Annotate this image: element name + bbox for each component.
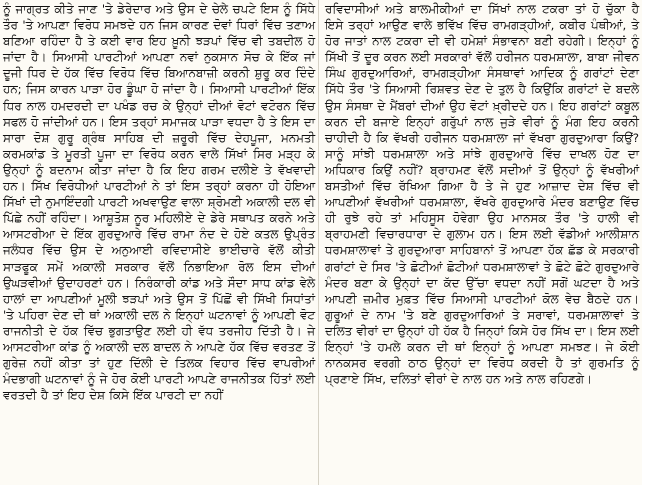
article-column-left	[0, 0, 319, 485]
column-text-right: ਰਵਿਦਾਸੀਆਂ ਅਤੇ ਬਾਲਮੀਕੀਆਂ ਦਾ ਸਿੱਖਾਂ ਨਾਲ ਟਕਰਾ ਤਾਂ ਹੋ ਚੁੱਕਾ ਹੈ ਇਸੇ ਤਰ੍ਹਾਂ ਆਉਣ ਵਾਲੇ ਭਵਿੱਖ ਵਿੱਚ ਰਾਮਗੜ੍ਹੀਆਂ, ਕਬੀਰ ਪੰਥੀਆਂ, ਤੇ ਹੋਰ ਜਾਤਾਂ ਨਾਲ ਟਕਰਾ ਦੀ ਵੀ ਹਮੇਸ਼ਾਂ ਸੰਭਾਵਨਾ ਬਣੀ ਰਹੇਗੀ। ਇਨ੍ਹਾਂ ਨੂੰ ਸਿੱਖੀ ਤੋਂ ਦੂਰ ਕਰਨ ਲਈ ਸਰਕਾਰਾਂ ਵੱਲੋਂ ਹਰੀਜਨ ਧਰਮਸ਼ਾਲਾ, ਬਾਬਾ ਜੀਵਨ ਸਿੰਘ ਗੁਰਦੁਆਰਿਆਂ, ਰਾਮਗੜ੍ਹੀਆ ਸੰਸਥਾਵਾਂ ਆਦਿਕ ਨੂੰ ਗਰਾਂਟਾਂ ਦੇਣਾ ਸਿੱਧੇ ਤੌਰ 'ਤੇ ਸਿਆਸੀ ਰਿਸ਼ਵਤ ਦੇਣ ਦੇ ਤੁਲ ਹੈ ਕਿਉਂਕਿ ਗਰਾਂਟਾਂ ਦੇ ਬਦਲੇ ਉਸ ਸੰਸਥਾ ਦੇ ਮੈਂਬਰਾਂ ਦੀਆਂ ਉਹ ਵੋਟਾਂ ਖ਼੍ਰੀਦਦੇ ਹਨ। ਇਹ ਗਰਾਂਟਾਂ ਕਬੂਲ ਕਰਨ ਦੀ ਬਜਾਏ ਇਨ੍ਹਾਂ ਗਰੁੱਪਾਂ ਨਾਲ ਜੁੜੇ ਵੀਰਾਂ ਨੂੰ ਮੰਗ ਇਹ ਕਰਨੀ ਚਾਹੀਦੀ ਹੈ ਕਿ ਵੱਖਰੀ ਹਰੀਜਨ ਧਰਮਸ਼ਾਲਾ ਜਾਂ ਵੱਖਰਾ ਗੁਰਦੁਆਰਾ ਕਿਉਂ? ਸਾਨੂੰ ਸਾਂਝੀ ਧਰਮਸ਼ਾਲਾ ਅਤੇ ਸਾਂਝੇ ਗੁਰਦੁਆਰੇ ਵਿੱਚ ਦਾਖਲ ਹੋਣ ਦਾ ਅਧਿਕਾਰ ਕਿਉਂ ਨਹੀਂ? ਬ੍ਰਾਹਮਣ ਵੱਲੋਂ ਸਦੀਆਂ ਤੋਂ ਉਨ੍ਹਾਂ ਨੂੰ ਵੱਖਰੀਆਂ ਬਸਤੀਆਂ ਵਿੱਚ ਰੱਖਿਆ ਗਿਆ ਹੈ ਤੇ ਜੇ ਹੁਣ ਆਜ਼ਾਦ ਦੇਸ਼ ਵਿੱਚ ਵੀ ਆਪਣੀਆਂ ਵੱਖਰੀਆਂ ਧਰਮਸ਼ਾਲਾ, ਵੱਖਰੇ ਗੁਰਦੁਆਰੇ ਮੰਦਰ ਬਣਾਉਣ ਵਿੱਚ ਹੀ ਰੁਝੇ ਰਹੇ ਤਾਂ ਮਹਿਸੂਸ ਹੋਵੇਗਾ ਉਹ ਮਾਨਸਕ ਤੌਰ 'ਤੇ ਹਾਲੀ ਵੀ ਬ੍ਰਾਹਮਣੀ ਵਿਚਾਰਧਾਰਾ ਦੇ ਗੁਲਾਮ ਹਨ। ਇਸ ਲਈ ਵੱਡੀਆਂ ਆਲੀਸ਼ਾਨ ਧਰਮਸ਼ਾਲਾਵਾਂ ਤੇ ਗੁਰਦੁਆਰਾ ਸਾਹਿਬਾਨਾਂ ਤੋਂ ਆਪਣਾ ਹੱਕ ਛੱਡ ਕੇ ਸਰਕਾਰੀ ਗਰਾਂਟਾਂ ਦੇ ਸਿਰ 'ਤੇ ਛੋਟੀਆਂ ਛੋਟੀਆਂ ਧਰਮਸ਼ਾਲਾਵਾਂ ਤੇ ਛੋਟੇ ਛੋਟੇ ਗੁਰਦੁਆਰੇ ਮੰਦਰ ਬਣਾ ਕੇ ਉਨ੍ਹਾਂ ਦਾ ਕੱਦ ਉੱਚਾ ਵਧਦਾ ਨਹੀਂ ਸਗੋਂ ਘਟਦਾ ਹੈ ਅਤੇ ਆਪਣੀ ਜ਼ਮੀਰ ਮੁਫ਼ਤ ਵਿੱਚ ਸਿਆਸੀ ਪਾਰਟੀਆਂ ਕੋਲ ਵੇਚ ਬੈਠਦੇ ਹਨ। ਗੁਰੂਆਂ ਦੇ ਨਾਮ 'ਤੇ ਬਣੇ ਗੁਰਦੁਆਰਿਆਂ ਤੇ ਸਰਾਵਾਂ, ਧਰਮਸ਼ਾਲਾਵਾਂ ਤੇ ਦਲਿਤ ਵੀਰਾਂ ਦਾ ਉਨ੍ਹਾਂ ਹੀ ਹੱਕ ਹੈ ਜਿਨ੍ਹਾਂ ਕਿਸੇ ਹੋਰ ਸਿੱਖ ਦਾ। ਇਸ ਲਈ ਇਨ੍ਹਾਂ 'ਤੇ ਹਮਲੇ ਕਰਨ ਦੀ ਥਾਂ ਇਨ੍ਹਾਂ ਨੂੰ ਆਪਣਾ ਸਮਝਣ। ਜੇ ਕੋਈ ਨਾਨਕਸਰ ਵਰਗੀ ਠਾਠ ਉਨ੍ਹਾਂ ਦਾ ਵਿਰੋਧ ਕਰਦੀ ਹੈ ਤਾਂ ਗੁਰਮਤਿ ਨੂੰ ਪ੍ਰਣਾਏ ਸਿੱਖ, ਦਲਿਤਾਂ ਵੀਰਾਂ ਦੇ ਨਾਲ ਹਨ ਅਤੇ ਨਾਲ ਰਹਿਣਗੇ।	[325, 2, 639, 387]
page-margin	[642, 0, 646, 485]
article-column-right	[322, 0, 642, 485]
column-text-left: ਨੂੰ ਜਾਗ੍ਰਤ ਕੀਤੇ ਜਾਣ 'ਤੇ ਡੇਰੇਦਾਰ ਅਤੇ ਉਸ ਦੇ ਚੇਲੇ ਚਪਟੇ ਇਸ ਨੂੰ ਸਿੱਧੇ ਤੌਰ 'ਤੇ ਆਪਣਾ ਵਿਰੋਧ ਸਮਝਦੇ ਹਨ ਜਿਸ ਕਾਰਣ ਦੋਵਾਂ ਧਿਰਾਂ ਵਿੱਚ ਤਣਾਅ ਬਣਿਆ ਰਹਿੰਦਾ ਹੈ ਤੇ ਕਈ ਵਾਰ ਇਹ ਖ਼ੂਨੀ ਝੜਪਾਂ ਵਿੱਚ ਵੀ ਤਬਦੀਲ ਹੋ ਜਾਂਦਾ ਹੈ। ਸਿਆਸੀ ਪਾਰਟੀਆਂ ਆਪਣਾ ਨਵਾਂ ਨੁਕਸਾਨ ਸੋਚ ਕੇ ਇੱਕ ਜਾਂ ਦੂਜੀ ਧਿਰ ਦੇ ਹੱਕ ਵਿੱਚ ਵਿਰੋਧ ਵਿੱਚ ਬਿਆਨਬਾਜ਼ੀ ਕਰਨੀ ਸ਼ੁਰੂ ਕਰ ਦਿੰਦੇ ਹਨ; ਜਿਸ ਕਾਰਨ ਪਾੜਾ ਹੋਰ ਡੂੰਘਾ ਹੋ ਜਾਂਦਾ ਹੈ। ਸਿਆਸੀ ਪਾਰਟੀਆਂ ਇੱਕ ਧਿਰ ਨਾਲ ਹਮਦਰਦੀ ਦਾ ਪਖੰਡ ਰਚ ਕੇ ਉਨ੍ਹਾਂ ਦੀਆਂ ਵੋਟਾਂ ਵਟੋਰਨ ਵਿੱਚ ਸਫਲ ਹੋ ਜਾਂਦੀਆਂ ਹਨ। ਇਸ ਤਰ੍ਹਾਂ ਸਮਾਜਕ ਪਾੜਾ ਵਧਦਾ ਹੈ ਤੇ ਇਸ ਦਾ ਸਾਰਾ ਦੋਸ਼ ਗੁਰੂ ਗ੍ਰੰਥ ਸਾਹਿਬ ਦੀ ਜ਼ਰੂਰੀ ਵਿੱਚ ਦੇਹਪੂਜਾ, ਮਨਮਤੀ ਕਰਮਕਾਂਡ ਤੇ ਮੂਰਤੀ ਪੂਜਾ ਦਾ ਵਿਰੋਧ ਕਰਨ ਵਾਲੇ ਸਿੱਖਾਂ ਸਿਰ ਮੜ੍ਹ ਕੇ ਉਨ੍ਹਾਂ ਨੂੰ ਬਦਨਾਮ ਕੀਤਾ ਜਾਂਦਾ ਹੈ ਕਿ ਇਹ ਗਰਮ ਦਲੀਏ ਤੇ ਵੱਖਵਾਦੀ ਹਨ। ਸਿੱਖ ਵਿਰੋਧੀਆਂ ਪਾਰਟੀਆਂ ਨੇ ਤਾਂ ਇਸ ਤਰ੍ਹਾਂ ਕਰਨਾ ਹੀ ਹੋਇਆ ਸਿੱਖਾਂ ਦੀ ਨੁਮਾਇੰਦਗੀ ਪਾਰਟੀ ਅਖਵਾਉਣ ਵਾਲਾ ਸ਼੍ਰੋਮਣੀ ਅਕਾਲੀ ਦਲ ਵੀ ਪਿੱਛੇ ਨਹੀਂ ਰਹਿੰਦਾ। ਆਸ਼ੂਤੋਸ਼ ਨੂਰ ਮਹਿਲੀਏ ਦੇ ਡੇਰੇ ਸਥਾਪਤ ਕਰਨੇ ਅਤੇ ਆਸਟਰੀਆ ਦੇ ਇੱਕ ਗੁਰਦੁਆਰੇ ਵਿੱਚ ਰਾਮਾ ਨੰਦ ਦੇ ਹੋਏ ਕਤਲ ਉਪ੍ਰੰਤ ਜਲੰਧਰ ਵਿੱਚ ਉਸ ਦੇ ਅਨੁਆਈ ਰਵਿਦਾਸੀਏ ਭਾਈਚਾਰੇ ਵੱਲੋਂ ਕੀਤੀ ਸਾੜਫੂਕ ਸਮੇਂ ਅਕਾਲੀ ਸਰਕਾਰ ਵੱਲੋਂ ਨਿਭਾਇਆ ਰੋਲ ਇਸ ਦੀਆਂ ਉਘੜਵੀਆਂ ਉਦਾਹਰਣਾਂ ਹਨ। ਨਿਰੰਕਾਰੀ ਕਾਂਡ ਅਤੇ ਸੌਦਾ ਸਾਧ ਕਾਂਡ ਵੇਲੇ ਹਾਲਾਂ ਦਾ ਆਪਣੀਆਂ ਮੂਲੀ ਝੜਪਾਂ ਅਤੇ ਉਸ ਤੋਂ ਪਿੱਛੋਂ ਵੀ ਸਿੱਖੀ ਸਿਧਾਂਤਾਂ 'ਤੇ ਪਹਿਰਾ ਦੇਣ ਦੀ ਥਾਂ ਅਕਾਲੀ ਦਲ ਨੇ ਇਨ੍ਹਾਂ ਘਟਨਾਵਾਂ ਨੂੰ ਆਪਣੀ ਵੋਟ ਰਾਜਨੀਤੀ ਦੇ ਹੱਕ ਵਿੱਚ ਭੁਗਤਾਉਣ ਲਈ ਹੀ ਵੱਧ ਤਰਜੀਹ ਦਿੱਤੀ ਹੈ। ਜੇ ਆਸਟਰੀਆ ਕਾਂਡ ਨੂੰ ਅਕਾਲੀ ਦਲ ਬਾਦਲ ਨੇ ਆਪਣੇ ਹੱਕ ਵਿੱਚ ਵਰਤਣ ਤੋਂ ਗੁਰੇਜ਼ ਨਹੀਂ ਕੀਤਾ ਤਾਂ ਹੁਣ ਦਿੱਲੀ ਦੇ ਤਿਲਕ ਵਿਹਾਰ ਵਿੱਚ ਵਾਪਰੀਆਂ ਮੰਦਭਾਗੀ ਘਟਨਾਵਾਂ ਨੂੰ ਜੇ ਹੋਰ ਕੋਈ ਪਾਰਟੀ ਆਪਣੇ ਰਾਜਨੀਤਕ ਹਿੱਤਾਂ ਲਈ ਵਰਤਦੀ ਹੈ ਤਾਂ ਇਹ ਦੇਸ਼ ਕਿਸੇ ਇੱਕ ਪਾਰਟੀ ਦਾ ਨਹੀਂ	[3, 2, 315, 403]
